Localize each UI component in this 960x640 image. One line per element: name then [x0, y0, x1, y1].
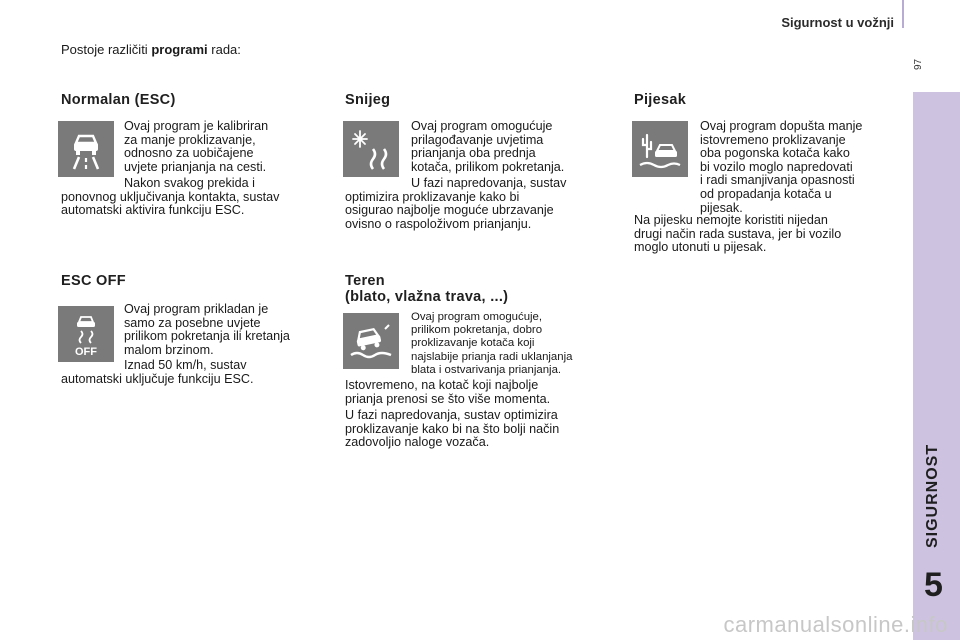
snowflake-road-icon — [343, 121, 399, 177]
section-title: Normalan (ESC) — [61, 92, 176, 108]
snow-paragraph-1: Ovaj program omogućuje prilagođavanje uvjetima prianjanja oba prednja kotača, prilikom pokretanja. — [411, 119, 565, 174]
chapter-number: 5 — [924, 566, 943, 604]
terrain-paragraph-3: U fazi napredovanja, sustav optimizira proklizavanje kako bi na što bolji način zadovoljio naloge vozača. — [345, 408, 560, 450]
escoff-paragraph-1: Ovaj program prikladan je samo za posebne uvjete prilikom pokretanja ili kretanja malom brzinom. — [124, 302, 290, 357]
sand-paragraph-1: Ovaj program dopušta manje istovremeno proklizavanje oba pogonska kotača kako bi vozilo moglo napredovati i radi smanjivanja opasnosti od propadanja kotača u pijesak. — [700, 119, 863, 215]
section-terrain — [345, 273, 620, 453]
section-normal — [61, 92, 331, 232]
chapter-side-tab — [913, 92, 960, 640]
section-title: ESC OFF — [61, 273, 126, 289]
page-header-title: Sigurnost u vožnji — [781, 15, 894, 30]
header-divider — [902, 0, 904, 28]
section-subtitle: (blato, vlažna trava, ...) — [345, 289, 509, 305]
car-mud-icon — [343, 313, 399, 369]
section-esc-off — [61, 273, 331, 393]
esc-off-icon — [58, 306, 114, 362]
esc-off-icon-label: OFF — [75, 346, 97, 356]
terrain-paragraph-2: Istovremeno, na kotač koji najbolje prianja prenosi se što više momenta. — [345, 378, 551, 406]
section-title: Pijesak — [634, 92, 687, 108]
car-sand-cactus-icon — [632, 121, 688, 177]
section-title: Snijeg — [345, 92, 391, 108]
normal-paragraph-2: Nakon svakog prekida i ponovnog uključivanja kontakta, sustav automatski aktivira funkciju ESC. — [61, 176, 280, 218]
section-snow — [345, 92, 615, 242]
page-number: 97 — [913, 58, 924, 70]
watermark: carmanualsonline.info — [723, 612, 948, 637]
terrain-paragraph-1: Ovaj program omogućuje, prilikom pokretanja, dobro proklizavanje kotača koji najslabije prianja radi uklanjanja blata i ostvarivanja prianjanja. — [411, 311, 573, 376]
section-title: Teren — [345, 273, 385, 289]
escoff-paragraph-2: Iznad 50 km/h, sustav automatski uključuje funkciju ESC. — [61, 358, 254, 386]
intro-text: Postoje različiti programi rada: — [61, 42, 241, 57]
car-road-icon — [58, 121, 114, 177]
normal-paragraph-1: Ovaj program je kalibriran za manje proklizavanje, odnosno za uobičajene uvjete prianjanja na cesti. — [124, 119, 269, 174]
snow-paragraph-2: U fazi napredovanja, sustav optimizira proklizavanje kako bi osigurao najbolje moguće ubrzavanje ovisno o raspoloživom prianjanju. — [345, 176, 567, 231]
chapter-label: SIGURNOST — [924, 443, 941, 548]
sand-paragraph-2: Na pijesku nemojte koristiti nijedan drugi način rada sustava, jer bi vozilo moglo utonuti u pijesak. — [634, 213, 842, 255]
section-sand — [634, 92, 904, 262]
